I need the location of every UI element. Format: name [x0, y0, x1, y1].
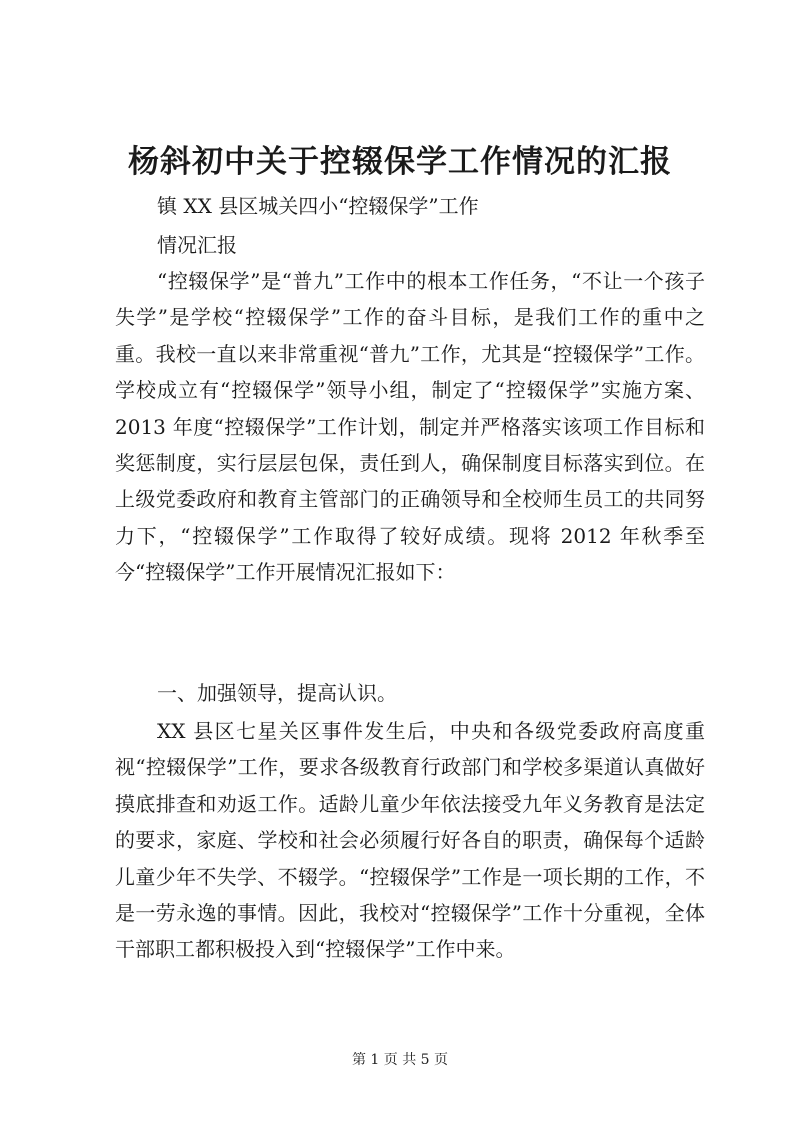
subtitle-line-1: 镇 XX 县区城关四小“控辍保学”工作: [157, 194, 479, 218]
page-footer: 第 1 页 共 5 页: [351, 1052, 449, 1068]
document-title: 杨斜初中关于控辍保学工作情况的汇报: [128, 144, 672, 180]
paragraph-intro: “控辍保学”是“普九”工作中的根本工作任务，“不让一个孩子失学”是学校“控辍保学”工作的奋斗目标，是我们工作的重中之重。我校一直以来非常重视“普九”工作，尤其是“控辍保学”工作。学校成立有“控辍保学”领导小组，制定了“控辍保学”实施方案、2013 年度“控辍保学”工作计划，制定并严格落实该项工作目标和奖惩制度，实行层层包保，责任到人，确保制度目标落实到位。在上级党委政府和教育主管部门的正确领导和全校师生员工的共同努力下，“控辍保学”工作取得了较好成绩。现将 2012 年秋季至今“控辍保学”工作开展情况汇报如下：: [115, 269, 705, 585]
subtitle-line-2: 情况汇报: [157, 233, 237, 257]
paragraph-section-1: XX 县区七星关区事件发生后，中央和各级党委政府高度重视“控辍保学”工作，要求各级教育行政部门和学校多渠道认真做好摸底排查和劝返工作。适龄儿童少年依法接受九年义务教育是法定的要求，家庭、学校和社会必须履行好各自的职责，确保每个适龄儿童少年不失学、不辍学。“控辍保学”工作是一项长期的工作，不是一劳永逸的事情。因此，我校对“控辍保学”工作十分重视，全体干部职工都积极投入到“控辍保学”工作中来。: [115, 719, 705, 962]
section-heading-1: 一、加强领导，提高认识。: [157, 681, 397, 705]
